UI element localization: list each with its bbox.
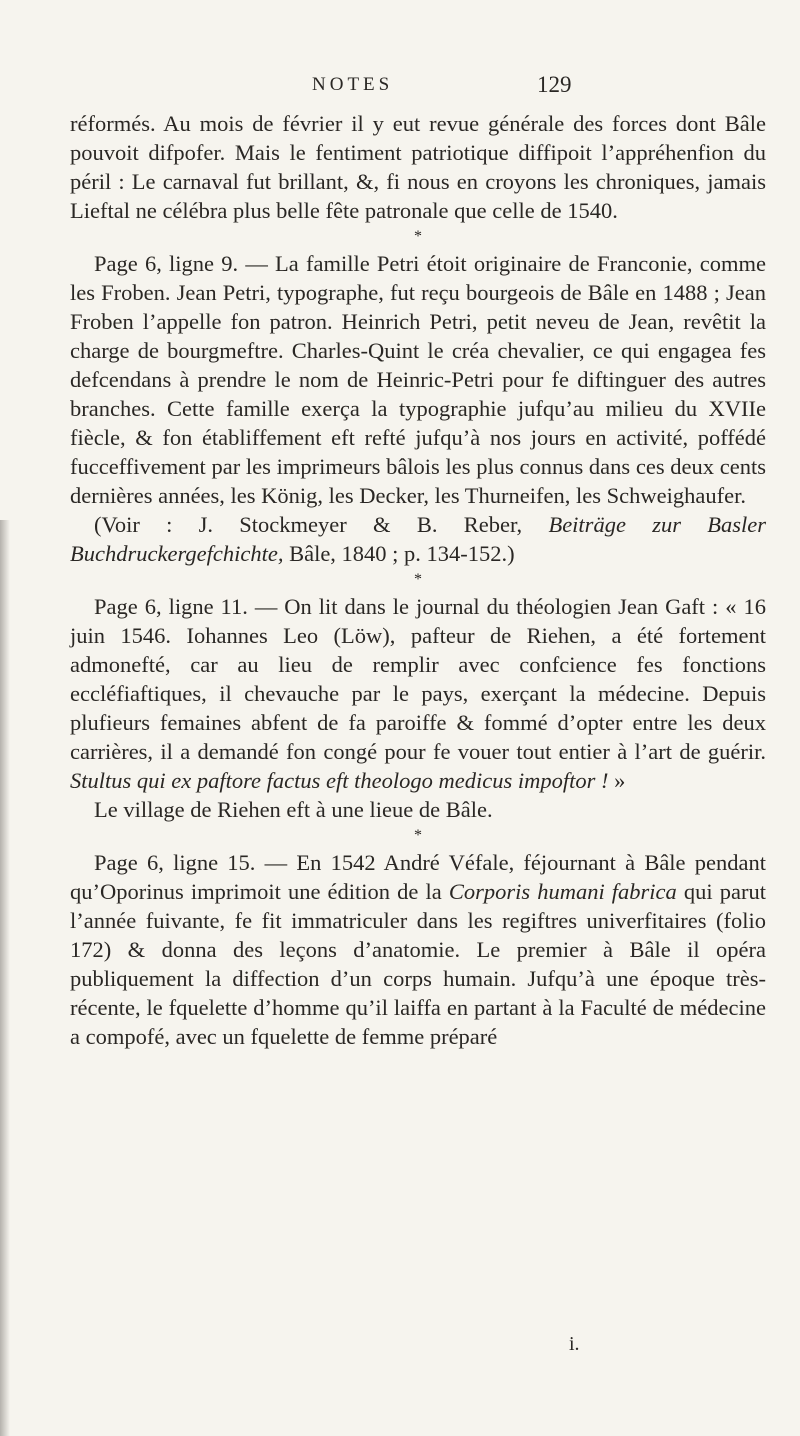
gast-text: Page 6, ligne 11. — On lit dans le journal du théologien Jean Gaft : « 16 juin 1546. Iohannes Leo (Löw), pafteur de Riehen, a été fortement admonefté, car au lieu de remplir avec confcience fes fonctions eccléfiaftiques, il chevauche par le pays, exerçant la médecine. Depuis plufieurs femaines abfent de fa paroiffe & fommé d’opter entre les deux carrières, il a demandé fon congé pour fe vouer tout entier à l’art de guérir. <box>70 594 766 764</box>
binding-shadow <box>0 520 10 1436</box>
reber-title: Beiträge zur Basler Buchdruckergefchichte, <box>70 512 766 566</box>
running-title: NOTES <box>312 74 394 95</box>
voir-prefix: (Voir : J. Stockmeyer & B. Reber, <box>94 512 549 537</box>
section-asterisk: * <box>414 827 422 844</box>
vesale-rest: qui parut l’année fuivante, fe fit immatriculer dans les regiftres univerfitaires (folio 172) & donna des leçons d’anatomie. Le premier à Bâle il opéra publiquement la diffection d’un corps humain. Jufqu’à une époque très-récente, le fquelette d’homme qu’il laiffa en partant à la Faculté de médecine a compofé, avec un fquelette de femme préparé <box>70 879 766 1049</box>
paragraph-gast <box>70 592 766 795</box>
running-head <box>0 74 800 104</box>
corporis-title: Corporis humani fabrica <box>448 879 677 904</box>
section-asterisk: * <box>414 571 422 588</box>
paragraph-vesale <box>70 848 766 1051</box>
reber-details: Bâle, 1840 ; p. 134-152.) <box>283 541 515 566</box>
paragraph-voir <box>70 510 766 568</box>
paragraph-riehen: Le village de Riehen eft à une lieue de Bâle. <box>94 797 493 822</box>
stultus-quote: Stultus qui ex paftore factus eft theologo medicus impoftor ! <box>70 768 609 793</box>
body-text <box>70 109 766 1051</box>
paragraph-reformes: réformés. Au mois de février il y eut revue générale des forces dont Bâle pouvoit difpofer. Mais le fentiment patriotique diffipoit l’appréhenfion du péril : Le carnaval fut brillant, &, fi nous en croyons les chroniques, jamais Lieftal ne célébra plus belle fête patronale que celle de 1540. <box>70 111 766 223</box>
page-number: 129 <box>537 72 572 97</box>
section-asterisk: * <box>414 228 422 245</box>
signature-mark: i. <box>569 1333 580 1355</box>
vesale-text: Page 6, ligne 15. — En 1542 André Véfale, féjournant à Bâle pendant qu’Oporinus imprimoit une édition de la <box>70 850 766 904</box>
quote-close: » <box>608 768 626 793</box>
paragraph-petri: Page 6, ligne 9. — La famille Petri étoit originaire de Franconie, comme les Froben. Jean Petri, typographe, fut reçu bourgeois de Bâle en 1488 ; Jean Froben l’appelle fon patron. Heinrich Petri, petit neveu de Jean, revêtit la charge de bourgmeftre. Charles-Quint le créa chevalier, ce qui engagea fes defcendans à prendre le nom de Heinric-Petri pour fe diftinguer des autres branches. Cette famille exerça la typographie jufqu’au milieu du XVIIe fiècle, & fon établiffement eft refté jufqu’à nos jours en activité, poffédé fucceffivement par les imprimeurs bâlois les plus connus dans ces deux cents dernières années, les König, les Decker, les Thurneifen, les Schweighaufer. <box>70 251 766 508</box>
